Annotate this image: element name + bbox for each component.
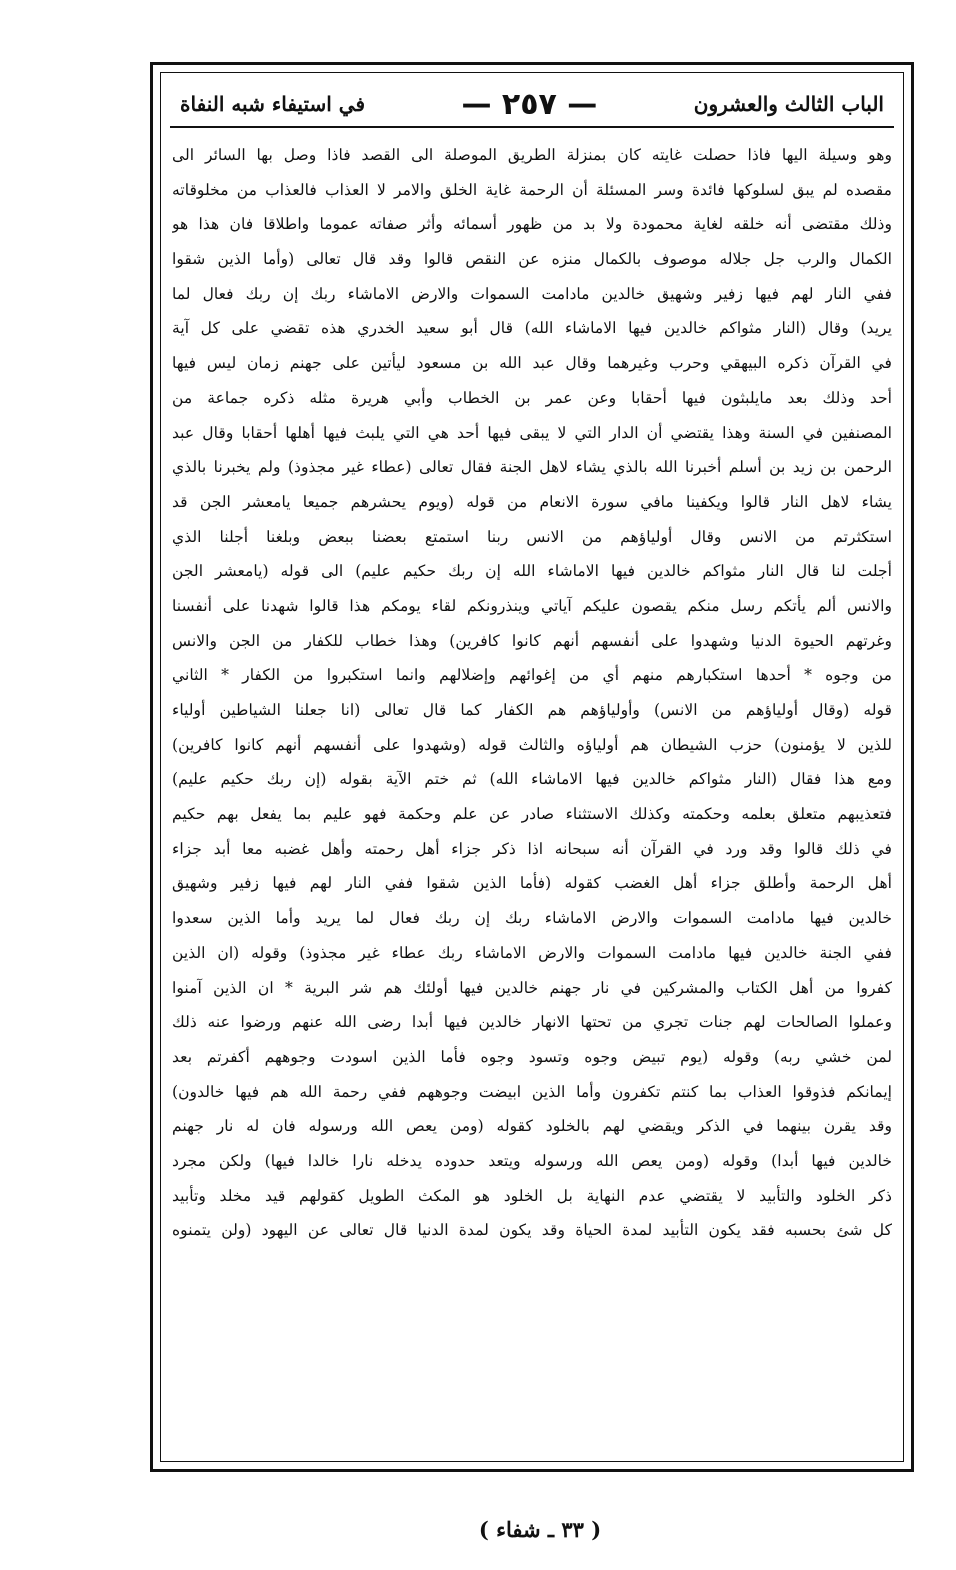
text-line: ذكر الخلود والتأبيد لا يقتضي عدم النهاية بل الخلود هو المكث الطويل كقولهم قيد مخلد وتأبيد [172,1186,892,1205]
text-line: لمن خشي ربه) وقوله (يوم تبيض وجوه وتسود وجوه فأما الذين اسودت وجوههم أكفرتم بعد [172,1047,892,1066]
text-line: للذين لا يؤمنون) حزب الشيطان هم أولياؤه والثالث قوله (وشهدوا على أنفسهم أنهم كانوا كافرين) [172,735,892,754]
text-line: مقصده لم يبق لسلوكها فائدة وسر المسئلة أن الرحمة غاية الخلق والامر لا العذاب فالعذاب من مخلوقاته [172,180,892,199]
text-line: وذلك مقتضى أنه خلقه لغاية محمودة ولا بد من ظهور أسمائه وأثر صفاته عموما واطلاقا فان هذا هو [172,215,892,234]
text-line: أجلت لنا قال النار مثواكم خالدين فيها الاماشاء الله إن ربك حكيم عليم) الى قوله (يامعشر الجن [172,562,892,581]
text-line: ففي النار لهم فيها زفير وشهيق خالدين مادامت السموات والارض الاماشاء ربك إن ربك فعال لما [172,284,892,303]
text-line: ومع هذا فقال (النار مثواكم خالدين فيها الاماشاء الله) ثم ختم الآية بقوله (إن ربك حكيم عليم) [172,770,892,789]
text-line: إيمانكم فذوقوا العذاب بما كنتم تكفرون وأما الذين ابيضت وجوههم ففي رحمة الله هم فيها خالدون) [172,1082,892,1101]
text-line: وهو وسيلة اليها فاذا حصلت غايته كان بمنزلة الطريق الموصلة الى القصد فاذا وصل بها السائر الى [172,146,892,164]
chapter-title: الباب الثالث والعشرون [693,92,884,116]
text-line: من وجوه * أحدها استكبارهم منهم أي من إغوائهم وإضلالهم وانما استكبروا من الكفار * الثاني [172,666,892,685]
text-line: الكمال والرب جل جلاله موصوف بالكمال منزه عن النقص قالوا وقد قال تعالى (وأما الذين شقوا [172,250,892,269]
text-line: خالدين فيها مادامت السموات والارض الاماشاء ربك إن ربك فعال لما يريد وأما الذين سعدوا [172,909,892,928]
text-line: أحد وذلك بعد مايلبثون فيها أحقابا وعن عمر بن الخطاب وأبي هريرة مثله ذكره جماعة من [172,388,892,407]
running-header [170,82,894,128]
text-line: أهل الرحمة وأطلق جزاء أهل الغضب كقوله (فأما الذين شقوا ففي النار لهم فيها زفير وشهيق [172,874,892,893]
text-line: فتعذيبهم متعلق بعلمه وحكمته وكذلك الاستثناء صادر عن علم وحكمة فهو عليم بما يفعل بهم حكيم [172,805,892,824]
body-text [172,138,892,1456]
printer-signature: ( ٣٣ ـ شفاء ) [478,1517,602,1542]
text-line: قوله (وقال أولياؤهم من الانس) وأولياؤهم هم الكفار كما قال تعالى (انا جعلنا الشياطين أولياء [172,701,892,719]
text-line: في القرآن ذكره البيهقي وحرب وغيرهما وقال عبد الله بن مسعود ليأتين على جهنم زمان ليس فيها [172,354,892,373]
text-line: يريد) وقال (النار مثواكم خالدين فيها الاماشاء الله) قال أبو سعيد الخدري هذه تقضي على كل آية [172,319,892,338]
page-number: — ٢٥٧ — [461,86,598,122]
text-line: كل شئ بحسبه فقد يكون التأبيد لمدة الحياة وقد يكون لمدة الدنيا قال تعالى عن اليهود (ولن يتمنوه [172,1221,892,1240]
text-line: ففي الجنة خالدين فيها مادامت السموات والارض الاماشاء ربك عطاء غير مجذوذ) وقوله (ان الذين [172,943,892,962]
text-line: استكثرتم من الانس وقال أولياؤهم من الانس ربنا استمتع بعضنا ببعض وبلغنا أجلنا الذي [172,527,892,546]
text-line: وعملوا الصالحات لهم جنات تجري من تحتها الانهار خالدين فيها أبدا رضى الله عنهم ورضوا عنه ذلك [172,1013,892,1032]
section-topic: في استيفاء شبه النفاة [180,92,366,116]
text-line: المصنفين في السنة وهذا يقتضي أن الدار التي لا يبقى فيها أحد هي التي يلبث فيها أهلها أحقابا وقال عبد [172,423,892,442]
text-line: كفروا من أهل الكتاب والمشركين في نار جهنم خالدين فيها أولئك هم شر البرية * ان الذين آمنوا [172,978,892,997]
text-line: في ذلك قالوا وقد ورد في القرآن أنه سبحانه اذا ذكر جزاء أهل رحمته وأهل غضبه معا أبد جزاء [172,839,892,858]
text-line: وغرتهم الحيوة الدنيا وشهدوا على أنفسهم أنهم كانوا كافرين) وهذا خطاب للكفار من الجن والانس [172,631,892,650]
text-line: والانس ألم يأتكم رسل منكم يقصون عليكم آياتي وينذرونكم لقاء يومكم هذا قالوا شهدنا على أنفسنا [172,596,892,615]
text-line: يشاء لاهل النار قالوا ويكفينا مافي سورة الانعام من قوله (ويوم يحشرهم جميعا يامعشر الجن قد [172,492,892,511]
text-line: الرحمن بن زيد بن أسلم أخبرنا الله بالذي يشاء لاهل الجنة فقال تعالى (عطاء غير مجذوذ) ولم يخبرنا بالذي [172,458,892,477]
text-line: خالدين فيها أبدا) وقوله (ومن يعص الله ورسوله ويتعد حدوده يدخله نارا خالدا فيها) ولكن مجرد [172,1151,892,1170]
text-line: وقد يقرن بينهما في الذكر ويقضي لهم بالخلود كقوله (ومن يعص الله ورسوله فان له نار جهنم [172,1117,892,1136]
